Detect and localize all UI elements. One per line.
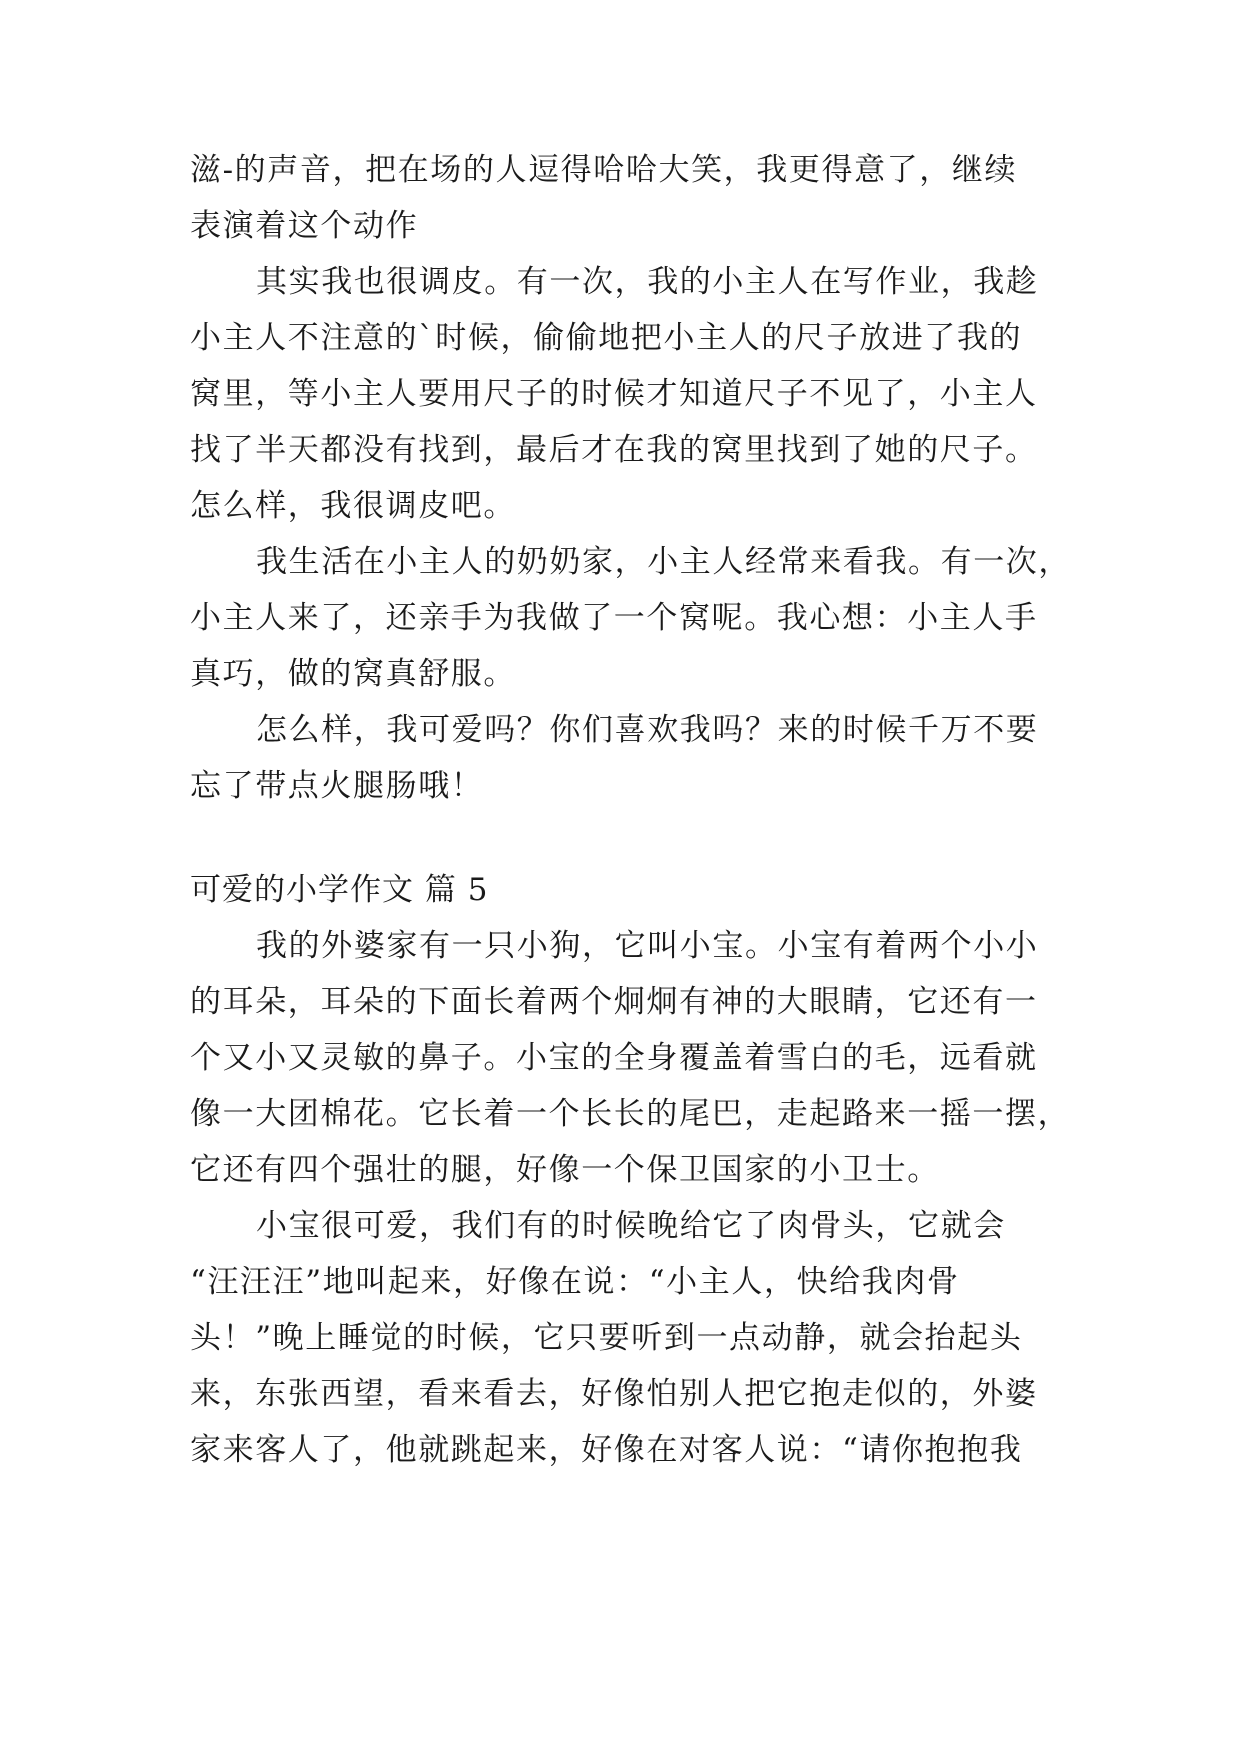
- text-line: 它还有四个强壮的腿，好像一个保卫国家的小卫士。: [190, 1152, 940, 1188]
- paragraph-start: 我生活在小主人的奶奶家，小主人经常来看我。有一次，: [256, 544, 1071, 580]
- text-line: 真巧，做的窝真舒服。: [190, 656, 516, 692]
- text-line: 小主人来了，还亲手为我做了一个窝呢。我心想：小主人手: [190, 600, 1038, 636]
- paragraph-start: 其实我也很调皮。有一次，我的小主人在写作业，我趁: [256, 264, 1039, 300]
- text-line: “汪汪汪”地叫起来，好像在说：“小主人，快给我肉骨: [190, 1264, 960, 1300]
- section-heading: 可爱的小学作文 篇 5: [190, 872, 489, 908]
- text-line: 表演着这个动作: [190, 208, 419, 244]
- paragraph-start: 怎么样，我可爱吗？你们喜欢我吗？来的时候千万不要: [256, 712, 1039, 748]
- text-line: 个又小又灵敏的鼻子。小宝的全身覆盖着雪白的毛，远看就: [190, 1040, 1038, 1076]
- text-line: 怎么样，我很调皮吧。: [190, 488, 516, 524]
- paragraph-start: 小宝很可爱，我们有的时候晚给它了肉骨头，它就会: [256, 1208, 1006, 1244]
- text-line: 滋-的声音，把在场的人逗得哈哈大笑，我更得意了，继续: [190, 152, 1018, 188]
- text-line: 的耳朵，耳朵的下面长着两个炯炯有神的大眼睛，它还有一: [190, 984, 1038, 1020]
- text-line: 找了半天都没有找到，最后才在我的窝里找到了她的尺子。: [190, 432, 1038, 468]
- text-line: 像一大团棉花。它长着一个长长的尾巴，走起路来一摇一摆，: [190, 1096, 1071, 1132]
- text-line: 来，东张西望，看来看去，好像怕别人把它抱走似的，外婆: [190, 1376, 1038, 1412]
- text-line: 头！”晚上睡觉的时候，它只要听到一点动静，就会抬起头: [190, 1320, 1023, 1356]
- text-line: 小主人不注意的`时候，偷偷地把小主人的尺子放进了我的: [190, 320, 1023, 356]
- paragraph-start: 我的外婆家有一只小狗，它叫小宝。小宝有着两个小小: [256, 928, 1039, 964]
- text-line: 家来客人了，他就跳起来，好像在对客人说：“请你抱抱我: [190, 1432, 1023, 1468]
- text-line: 忘了带点火腿肠哦！: [190, 768, 484, 804]
- text-line: 窝里，等小主人要用尺子的时候才知道尺子不见了，小主人: [190, 376, 1038, 412]
